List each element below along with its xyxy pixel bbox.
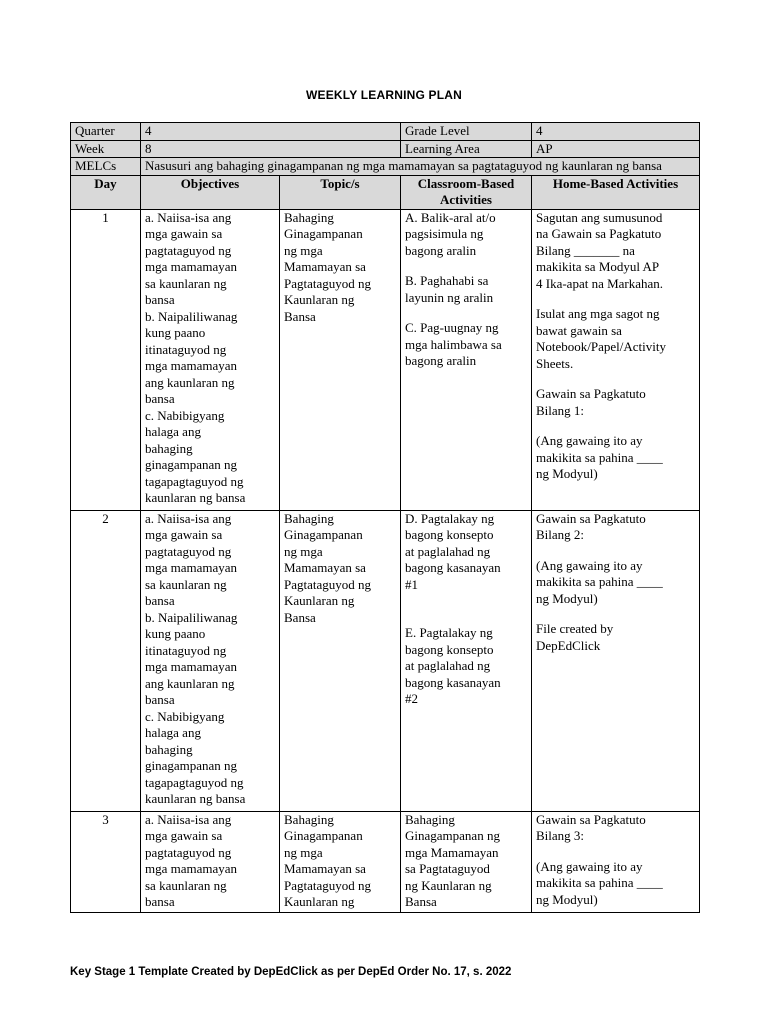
text-line: Mamamayan sa <box>284 861 366 876</box>
text-line: bahaging <box>145 440 193 456</box>
text-line: Bahaging <box>284 209 334 225</box>
text-line: Bilang 2: <box>536 527 585 542</box>
text-line: Isulat ang mga sagot ng <box>536 306 660 321</box>
learning-area-value: AP <box>532 140 700 158</box>
text-line: b. Naipaliliwanag <box>145 609 238 625</box>
text-line: Gawain sa Pagkatuto <box>536 510 646 526</box>
text-line: pagtataguyod ng <box>145 844 232 860</box>
text-line: ng mga <box>284 543 323 559</box>
text-line: layunin ng aralin <box>405 289 494 305</box>
table-row-day-2 <box>71 510 700 811</box>
text-line: bagong aralin <box>405 242 477 258</box>
text-line: mga gawain sa <box>145 527 223 542</box>
text-line: #1 <box>405 576 418 592</box>
text-line: makikita sa pahina ____ <box>536 875 663 890</box>
text-line: makikita sa pahina ____ <box>536 449 663 465</box>
text-line: Kaunlaran ng <box>284 593 355 608</box>
text-line: mga mamamayan <box>145 560 238 575</box>
text-line: Gawain sa Pagkatuto <box>536 811 646 827</box>
text-line: tagapagtaguyod ng <box>145 774 244 790</box>
text-line: Mamamayan sa <box>284 560 366 575</box>
classroom-activities-cell <box>401 811 532 912</box>
text-line: mga gawain sa <box>145 226 223 241</box>
text-line: sa kaunlaran ng <box>145 275 227 291</box>
text-line: Kaunlaran ng <box>284 292 355 307</box>
day-cell: 3 <box>71 811 141 912</box>
text-line: File created by <box>536 621 614 636</box>
text-line: DepEdClick <box>536 637 601 653</box>
text-line: mga mamamayan <box>145 358 238 373</box>
text-line: bansa <box>145 292 175 307</box>
text-line: Bilang _______ na <box>536 242 635 258</box>
text-line: Bilang 1: <box>536 402 585 418</box>
text-line: Bansa <box>405 894 437 909</box>
text-line: mga mamamayan <box>145 259 238 274</box>
text-line: ng mga <box>284 242 323 258</box>
text-line: sa kaunlaran ng <box>145 576 227 592</box>
melcs-row <box>71 158 700 176</box>
text-line: Pagtataguyod ng <box>284 877 372 893</box>
text-line: bawat gawain sa <box>536 322 622 338</box>
table-row-day-1 <box>71 209 700 510</box>
text-line: c. Nabibigyang <box>145 407 225 423</box>
table-row-day-3 <box>71 811 700 912</box>
text-line: at paglalahad ng <box>405 543 491 559</box>
text-line: pagsisimula ng <box>405 226 484 241</box>
text-line: halaga ang <box>145 725 201 740</box>
text-line: bagong kasanayan <box>405 560 501 575</box>
text-line: Pagtataguyod ng <box>284 576 372 592</box>
week-label: Week <box>71 140 141 158</box>
grade-level-value: 4 <box>532 123 700 141</box>
text-line: Ginagampanan <box>284 527 363 542</box>
topic-cell <box>280 811 401 912</box>
text-line: c. Nabibigyang <box>145 708 225 724</box>
text-line: halaga ang <box>145 424 201 439</box>
text-line: Pagtataguyod ng <box>284 275 372 291</box>
text-line: Sheets. <box>536 355 574 371</box>
text-line: mga mamamayan <box>145 861 238 876</box>
text-line: #2 <box>405 691 418 706</box>
text-line: bagong aralin <box>405 353 477 368</box>
text-line: itinataguyod ng <box>145 642 227 658</box>
home-activities-header: Home-Based Activities <box>532 175 700 209</box>
home-activities-cell <box>532 811 700 912</box>
text-line: Ginagampanan <box>284 226 363 241</box>
objectives-cell <box>141 510 280 811</box>
text-line: Bahaging <box>284 811 334 827</box>
text-line: ng Kaunlaran ng <box>405 877 492 893</box>
text-line: Notebook/Papel/Activity <box>536 339 666 354</box>
text-line: bagong konsepto <box>405 527 494 542</box>
text-line: Bahaging <box>405 811 455 827</box>
text-line: B. Paghahabi sa <box>405 273 489 288</box>
day-cell: 1 <box>71 209 141 510</box>
text-line: kung paano <box>145 325 206 340</box>
weekly-learning-plan-table <box>70 122 700 913</box>
text-line: Bansa <box>284 308 316 324</box>
text-line: Sagutan ang sumusunod <box>536 209 663 225</box>
text-line: b. Naipaliliwanag <box>145 308 238 324</box>
melcs-value: Nasusuri ang bahaging ginagampanan ng mga mamamayan sa pagtataguyod ng kaunlaran ng bansa <box>141 158 700 176</box>
column-header-row <box>71 175 700 209</box>
text-line: Gawain sa Pagkatuto <box>536 386 646 401</box>
text-line: pagtataguyod ng <box>145 242 232 258</box>
topics-header: Topic/s <box>280 175 401 209</box>
text-line: mga Mamamayan <box>405 844 499 860</box>
text-line: pagtataguyod ng <box>145 543 232 559</box>
text-line: ng Modyul) <box>536 466 598 481</box>
text-line: A. Balik-aral at/o <box>405 209 496 225</box>
text-line: sa Pagtataguyod <box>405 861 490 876</box>
text-line: a. Naiisa-isa ang <box>145 209 232 225</box>
text-line: (Ang gawaing ito ay <box>536 433 643 448</box>
text-line: bansa <box>145 391 175 406</box>
text-line: bansa <box>145 894 175 909</box>
melcs-label: MELCs <box>71 158 141 176</box>
home-activities-cell <box>532 209 700 510</box>
text-line: Bahaging <box>284 510 334 526</box>
objectives-cell <box>141 209 280 510</box>
text-line: 4 Ika-apat na Markahan. <box>536 275 664 291</box>
text-line: E. Pagtalakay ng <box>405 625 493 640</box>
text-line: bagong kasanayan <box>405 674 501 690</box>
text-line: Ginagampanan ng <box>405 828 500 843</box>
text-line: C. Pag-uugnay ng <box>405 320 499 335</box>
text-line: Ginagampanan <box>284 828 363 843</box>
footer-note: Key Stage 1 Template Created by DepEdClick as per DepEd Order No. 17, s. 2022 <box>70 966 512 978</box>
text-line: a. Naiisa-isa ang <box>145 510 232 526</box>
text-line: Bansa <box>284 609 316 625</box>
text-line: ng Modyul) <box>536 891 598 907</box>
quarter-label: Quarter <box>71 123 141 141</box>
text-line: D. Pagtalakay ng <box>405 510 495 526</box>
topic-cell <box>280 209 401 510</box>
objectives-cell <box>141 811 280 912</box>
week-row <box>71 140 700 158</box>
grade-level-label: Grade Level <box>401 123 532 141</box>
text-line: (Ang gawaing ito ay <box>536 858 643 874</box>
text-line: ng Modyul) <box>536 590 598 606</box>
text-line: mga mamamayan <box>145 659 238 674</box>
text-line: kaunlaran ng bansa <box>145 490 246 505</box>
classroom-activities-cell <box>401 209 532 510</box>
topic-cell <box>280 510 401 811</box>
quarter-value: 4 <box>141 123 401 141</box>
text-line: sa kaunlaran ng <box>145 877 227 893</box>
objectives-header: Objectives <box>141 175 280 209</box>
classroom-activities-cell <box>401 510 532 811</box>
text-line: bansa <box>145 692 175 707</box>
text-line: tagapagtaguyod ng <box>145 473 244 489</box>
quarter-row <box>71 123 700 141</box>
text-line: Bilang 3: <box>536 828 585 843</box>
text-line: ginagampanan ng <box>145 758 238 773</box>
text-line: bansa <box>145 593 175 608</box>
text-line: makikita sa pahina ____ <box>536 574 663 589</box>
week-value: 8 <box>141 140 401 158</box>
day-header: Day <box>71 175 141 209</box>
text-line: ginagampanan ng <box>145 457 238 472</box>
text-line: ang kaunlaran ng <box>145 675 235 691</box>
text-line: mga gawain sa <box>145 828 223 843</box>
text-line: Kaunlaran ng <box>284 894 355 909</box>
text-line: (Ang gawaing ito ay <box>536 557 643 573</box>
text-line: itinataguyod ng <box>145 341 227 357</box>
page-title: WEEKLY LEARNING PLAN <box>305 88 462 102</box>
text-line: bagong konsepto <box>405 641 494 657</box>
text-line: kaunlaran ng bansa <box>145 791 246 806</box>
text-line: bahaging <box>145 741 193 757</box>
text-line: makikita sa Modyul AP <box>536 259 660 274</box>
classroom-activities-header: Classroom-Based Activities <box>401 175 532 209</box>
text-line: mga halimbawa sa <box>405 336 502 352</box>
home-activities-cell <box>532 510 700 811</box>
learning-area-label: Learning Area <box>401 140 532 158</box>
text-line: Mamamayan sa <box>284 259 366 274</box>
text-line: a. Naiisa-isa ang <box>145 811 232 827</box>
day-cell: 2 <box>71 510 141 811</box>
text-line: na Gawain sa Pagkatuto <box>536 226 662 241</box>
text-line: kung paano <box>145 626 206 641</box>
text-line: ang kaunlaran ng <box>145 374 235 390</box>
text-line: at paglalahad ng <box>405 658 491 673</box>
text-line: ng mga <box>284 844 323 860</box>
